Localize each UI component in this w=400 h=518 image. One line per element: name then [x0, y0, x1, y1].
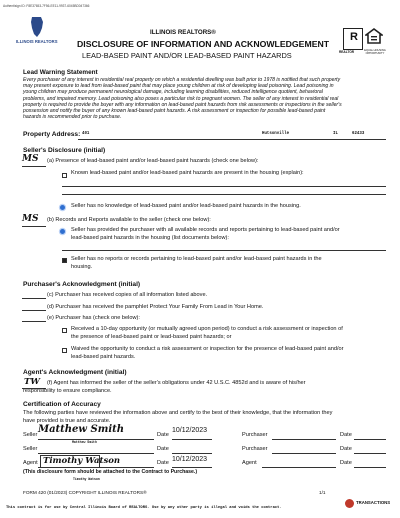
provided-records-label-2: lead-based paint hazards in the housing (list documents below):: [71, 235, 229, 241]
seller-label-1: Seller: [23, 432, 38, 438]
purchaser-item-d: (d) Purchaser has received the pamphlet Protect Your Family From Lead in Your Home.: [47, 304, 264, 310]
property-street[interactable]: 401: [82, 132, 90, 136]
agent-item-f-2: responsibility to ensure compliance.: [23, 388, 112, 394]
envelope-id: Authentisign ID: F8E37653-7F56-EE11-9937-6045BD047366: [3, 4, 90, 8]
purchaser-ack-heading: Purchaser's Acknowledgment (initial): [23, 281, 141, 288]
agent-date[interactable]: 10/12/2023: [172, 456, 208, 463]
transactions-logo-text: TRANSACTIONS: [356, 500, 391, 505]
seller-item-b: (b) Records and Reports available to the seller (check one below):: [47, 217, 211, 223]
known-lead-label: Known lead-based paint and/or lead-based paint hazards are present in the housing (explain):: [71, 170, 304, 176]
lead-warning-line: young children may produce permanent neurological damage, including learning disabilities, reduced intelligence quotient, behavioral: [23, 89, 323, 96]
agent-signature: Timothy Watson: [43, 456, 121, 466]
date-label: Date: [340, 432, 352, 438]
lead-warning-line: possession and notify the buyer of any known lead-based paint hazards. A risk assessment or inspection for possible lead-based paint: [23, 108, 326, 115]
purchaser-item-e: (e) Purchaser has (check one below):: [47, 315, 140, 321]
agent-item-f: (f) Agent has informed the seller of the seller's obligations under 42 U.S.C. 4852d and is aware of his/her: [47, 380, 306, 386]
lead-warning-line: property is required to provide the buyer with any information on lead-based paint hazards from risk assessments or inspections in the seller's: [23, 101, 342, 108]
agent-label: Agent: [23, 460, 38, 466]
certification-text: The following parties have reviewed the information above and certify to the best of their knowledge, that the information they: [23, 410, 333, 416]
attach-note: (This disclosure form should be attached to the Contract to Purchase.): [23, 469, 198, 475]
lead-warning-line: Every purchaser of any interest in residential real property on which a residential dwelling was built prior to 1978 is notified that such property: [23, 77, 341, 83]
date-label: Date: [157, 460, 169, 466]
certification-heading: Certification of Accuracy: [23, 401, 101, 408]
realtor-logo: [343, 28, 363, 50]
date-label: Date: [340, 460, 352, 466]
transactions-logo-icon: [345, 499, 354, 508]
agent-initials[interactable]: TW: [24, 377, 40, 387]
no-records-label-2: housing.: [71, 264, 93, 270]
lead-warning-line: hazards is recommended prior to purchase.: [23, 114, 122, 121]
seller-date-1[interactable]: 10/12/2023: [172, 427, 208, 434]
property-zip[interactable]: 62433: [352, 132, 365, 136]
received-opportunity-label-2: the presence of lead-based paint or lead-based paint hazards; or: [71, 334, 232, 340]
realtor-r-icon: R: [350, 31, 358, 43]
date-label: Date: [157, 432, 169, 438]
date-label: Date: [157, 446, 169, 452]
date-label: Date: [340, 446, 352, 452]
purchaser-label-2: Purchaser: [242, 446, 268, 452]
seller-item-a: (a) Presence of lead-based paint and/or lead-based paint hazards (check one below):: [47, 158, 259, 164]
seller-initials-a[interactable]: MS: [22, 154, 39, 164]
org-name: ILLINOIS REALTORS®: [150, 29, 216, 36]
purchaser-label-1: Purchaser: [242, 432, 268, 438]
seller-signature-1[interactable]: Matthew Smith: [38, 424, 125, 435]
lead-warning-line: problems, and impaired memory. Lead poisoning also poses a particular risk to pregnant women. The seller of any interest in residential real: [23, 95, 339, 102]
received-opportunity-checkbox[interactable]: [62, 328, 67, 333]
no-knowledge-radio[interactable]: [60, 205, 65, 210]
usage-notice: This contract is for use by Central Illinois Board of REALTORS. Use by any other party is illegal and voids the contract.: [6, 506, 282, 510]
page-number: 1/1: [319, 490, 326, 495]
agent-label-2: Agent: [242, 460, 257, 466]
provided-records-label: Seller has provided the purchaser with all available records and reports pertaining to lead-based paint and/or: [71, 227, 340, 233]
form-title: DISCLOSURE OF INFORMATION AND ACKNOWLEDGEMENT: [77, 39, 330, 49]
agent-printed-name: Timothy Watson: [73, 477, 100, 481]
form-subtitle: LEAD-BASED PAINT AND/OR LEAD-BASED PAINT HAZARDS: [82, 51, 292, 60]
property-state[interactable]: IL: [333, 132, 338, 136]
illinois-state-icon: [22, 16, 52, 38]
no-records-checkbox[interactable]: [62, 258, 67, 263]
seller-printed-name-1: Matthew Smith: [72, 440, 97, 444]
certification-text-2: have provided is true and accurate.: [23, 418, 111, 424]
lead-warning-heading: Lead Warning Statement: [23, 69, 98, 76]
illinois-realtors-logo: [16, 16, 58, 52]
received-opportunity-label: Received a 10-day opportunity (or mutually agreed upon period) to conduct a risk assessment or inspection of: [71, 326, 343, 332]
no-knowledge-label: Seller has no knowledge of lead-based paint and/or lead-based paint hazards in the housing.: [71, 203, 301, 209]
known-lead-checkbox[interactable]: [62, 173, 67, 178]
provided-records-radio[interactable]: [60, 229, 65, 234]
equal-housing-icon: [365, 28, 383, 48]
property-city[interactable]: Hutsonville: [262, 132, 290, 136]
seller-initials-b[interactable]: MS: [22, 214, 39, 224]
lead-warning-line: may present exposure to lead from lead-based paint that may place young children at risk of developing lead poisoning. Lead poisoning in: [23, 83, 334, 90]
waived-opportunity-label-2: lead-based paint hazards.: [71, 354, 136, 360]
property-address-label: Property Address:: [23, 131, 81, 138]
seller-label-2: Seller: [23, 446, 38, 452]
lead-warning-text: [23, 77, 385, 120]
purchaser-item-c: (c) Purchaser has received copies of all information listed above.: [47, 292, 208, 298]
no-records-label: Seller has no reports or records pertaining to lead-based paint and/or lead-based paint hazards in the: [71, 256, 322, 262]
logo-text: ILLINOIS REALTORS: [16, 39, 58, 44]
form-id: FORM 420 (01/2023) COPYRIGHT ILLINOIS REALTORS®: [23, 490, 147, 495]
agent-ack-heading: Agent's Acknowledgment (initial): [23, 369, 127, 376]
realtor-logo-text: REALTOR: [339, 50, 355, 54]
waived-opportunity-checkbox[interactable]: [62, 348, 67, 353]
waived-opportunity-label: Waived the opportunity to conduct a risk assessment or inspection for the presence of lead-based paint and/or: [71, 346, 344, 352]
seller-disclosure-heading: Seller's Disclosure (initial): [23, 147, 106, 154]
eho-text: EQUAL HOUSING OPPORTUNITY: [364, 49, 386, 55]
